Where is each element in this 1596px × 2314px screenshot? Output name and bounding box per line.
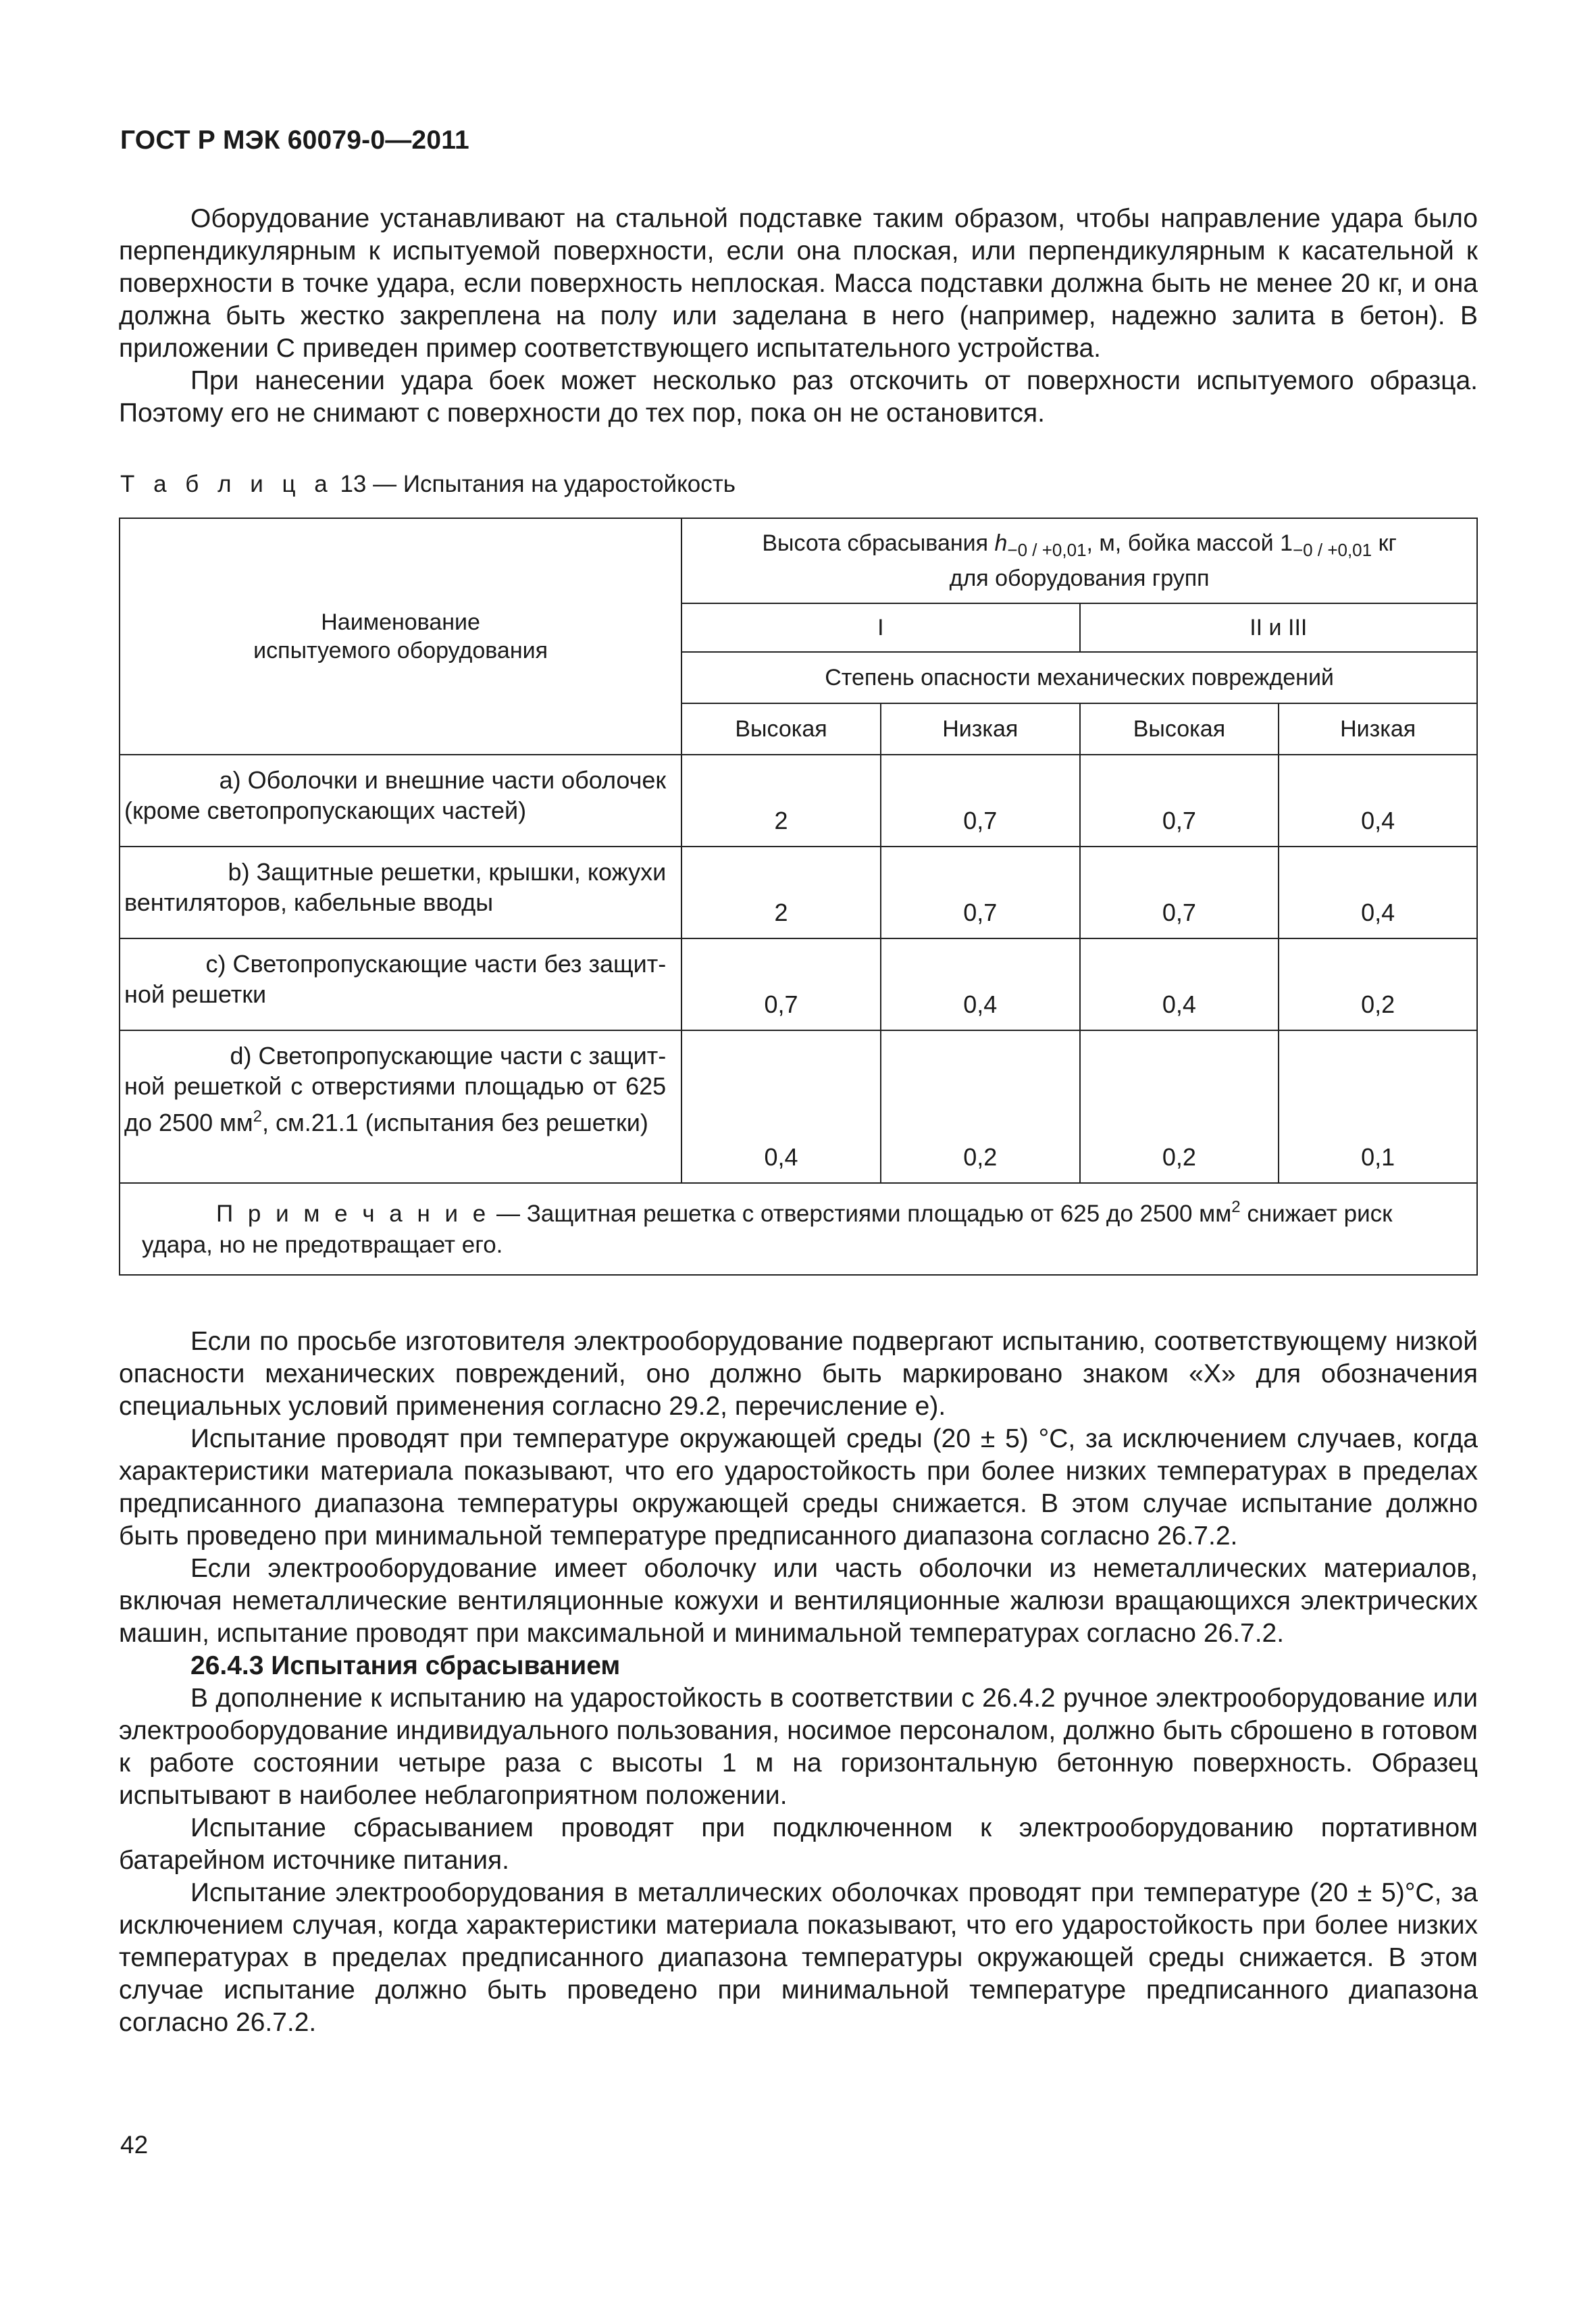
cell-value: 0,2 [1279,938,1477,1030]
drop-height-header: Высота сбрасывания $h_{-0 / +0,01}$, м, бойка массой $1_{-0 / +0,01}$ кг для оборудования групп [681,518,1477,603]
row-name: а) Оболочки и внешние части оболочек (кроме светопропускающих частей) [120,755,681,847]
high-header: Высокая [681,703,881,755]
table-row [120,1030,1477,1183]
table-caption [120,471,736,498]
cell-value: 0,4 [681,1030,881,1183]
table-header-row [120,518,1477,603]
cell-value: 0,4 [1279,847,1477,938]
group-ii-iii-header: II и III [1080,603,1477,652]
cell-value: 0,7 [1080,755,1279,847]
table-caption-title: 13 — Испытания на ударостойкость [340,471,736,497]
paragraph: Оборудование устанавливают на стальной подставке таким образом, чтобы направление удара было перпендикулярным к испытуемой поверхности, если она плоская, или перпендикулярным к касательной к поверхности в точке удара, если поверхность неплоская. Масса подставки должна быть не менее 20 кг, и она должна быть жестко закреплена на полу или заделана в него (например, надежно залита в бетон). В приложении С приведен пример соответствующего испытательного устройства. [119,204,1478,363]
table-row [120,847,1477,938]
paragraph: Если электрооборудование имеет оболочку или часть оболочки из неметаллических материалов, включая неметаллические вентиляционные кожухи и вентиляционные жалюзи вращающихся электрических машин, испытание проводят при максимальной и минимальной температурах согласно 26.7.2. [119,1554,1478,1648]
cell-value: 0,4 [1279,755,1477,847]
equipment-name-header: Наименование испытуемого оборудования [120,518,681,755]
paragraph: Испытание электрооборудования в металлических оболочках проводят при температуре (20 ± 5)°С, за исключением случая, когда характеристики материала показывают, что его ударостойкость при более низких температурах в пределах предписанного диапазона температуры окружающей среды снижается. В этом случае испытание должно быть проведено при минимальной температуре предписанного диапазона согласно 26.7.2. [119,1878,1478,2037]
cell-value: 0,2 [1080,1030,1279,1183]
low-header: Низкая [881,703,1080,755]
group-i-header: I [681,603,1079,652]
paragraph: Испытание сбрасыванием проводят при подключенном к электрооборудованию портативном батарейном источнике питания. [119,1813,1478,1875]
impact-test-table [119,518,1478,1276]
high-header: Высокая [1080,703,1279,755]
paragraph: Испытание проводят при температуре окружающей среды (20 ± 5) °С, за исключением случаев, когда характеристики материала показывают, что его ударостойкость при более низких температурах в пределах предписанного диапазона температуры окружающей среды снижается. В этом случае испытание должно быть проведено при минимальной температуре предписанного диапазона согласно 26.7.2. [119,1424,1478,1551]
cell-value: 0,7 [681,938,881,1030]
cell-value: 0,1 [1279,1030,1477,1183]
cell-value: 0,4 [1080,938,1279,1030]
section-heading: 26.4.3 Испытания сбрасыванием [190,1651,621,1680]
table-row [120,755,1477,847]
row-name: b) Защитные решетки, крышки, кожухи вентиляторов, кабельные вводы [120,847,681,938]
table-note: П р и м е ч а н и е — Защитная решетка с отверстиями площадью от 625 до 2500 $мм^2$ снижает риск удара, но не предотвращает его. [120,1183,1477,1275]
danger-level-header: Степень опасности механических повреждений [681,652,1477,703]
low-header: Низкая [1279,703,1477,755]
table-caption-label: Т а б л и ц а [120,471,334,497]
cell-value: 2 [681,755,881,847]
paragraph: Если по просьбе изготовителя электрооборудование подвергают испытанию, соответствующему низкой опасности механических повреждений, оно должно быть маркировано знаком «X» для обозначения специальных условий применения согласно 29.2, перечисление е). [119,1327,1478,1421]
table-row [120,938,1477,1030]
row-name: d) Светопропускающие части с защит- ной решеткой с отверстиями площадью от 625 до 2500 $мм^2$, см.21.1 (испытания без решетки) [120,1030,681,1183]
cell-value: 0,7 [881,847,1080,938]
paragraph: В дополнение к испытанию на ударостойкость в соответствии с 26.4.2 ручное электрооборудование или электрооборудование индивидуального пользования, носимое персоналом, должно быть сброшено в готовом к работе состоянии четыре раза с высоты 1 м на горизонтальную бетонную поверхность. Образец испытывают в наиболее неблагоприятном положении. [119,1684,1478,1810]
cell-value: 0,7 [1080,847,1279,938]
body-text [119,1326,1478,2039]
cell-value: 0,2 [881,1030,1080,1183]
cell-value: 2 [681,847,881,938]
paragraph: При нанесении удара боек может несколько раз отскочить от поверхности испытуемого образца. Поэтому его не снимают с поверхности до тех пор, пока он не остановится. [119,366,1478,428]
cell-value: 0,7 [881,755,1080,847]
cell-value: 0,4 [881,938,1080,1030]
intro-text [119,203,1478,430]
standard-header: ГОСТ Р МЭК 60079-0—2011 [120,126,469,155]
table-note-row [120,1183,1477,1275]
page-number: 42 [120,2131,149,2159]
row-name: c) Светопропускающие части без защит- ной решетки [120,938,681,1030]
